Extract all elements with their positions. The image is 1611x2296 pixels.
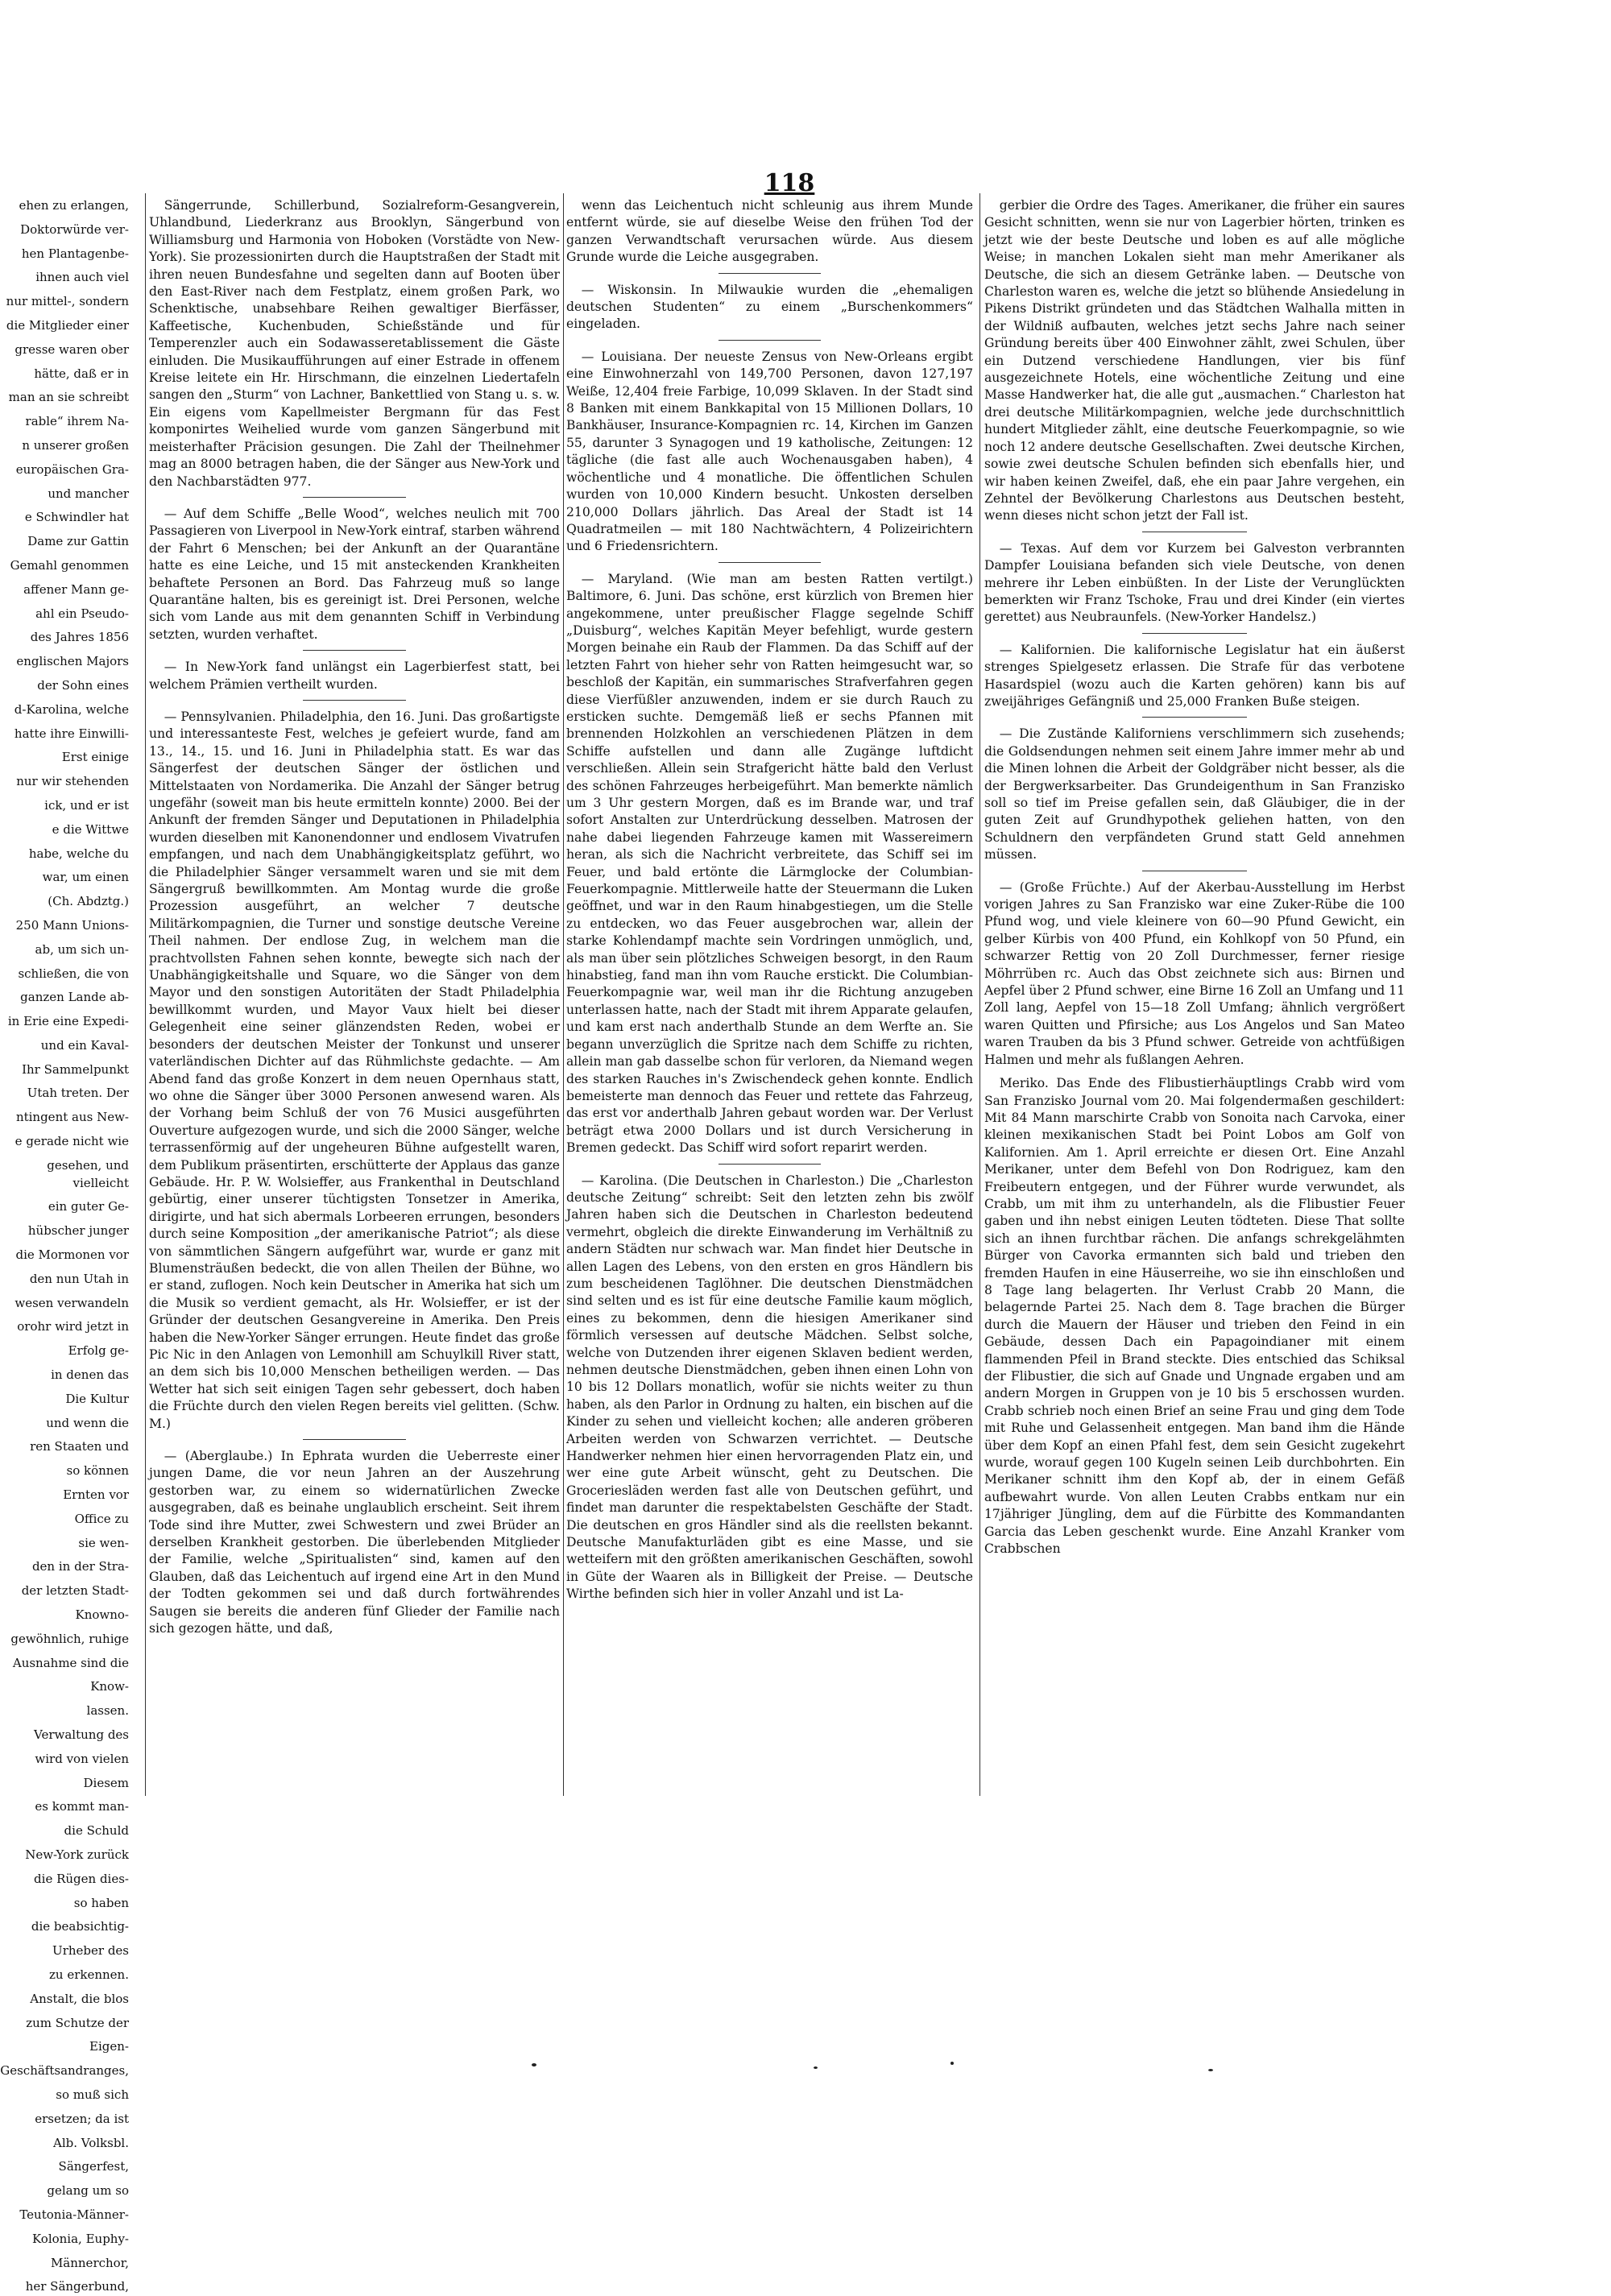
text-fragment: her Sängerbund,	[25, 2279, 129, 2294]
article-separator	[303, 700, 406, 701]
text-fragment: Erfolg ge-	[68, 1343, 129, 1359]
text-fragment: wesen verwandeln	[14, 1295, 129, 1310]
text-fragment: Alb. Volksbl.	[52, 2135, 129, 2150]
text-fragment: die Mormonen vor	[15, 1247, 129, 1263]
text-fragment: Office zu	[74, 1511, 129, 1526]
text-fragment: ren Staaten und	[30, 1439, 129, 1454]
article-separator	[303, 1439, 406, 1440]
text-fragment: man an sie schreibt	[8, 390, 129, 405]
article-paragraph: — Die Zustände Kaliforniens verschlimmern sich zusehends; die Goldsendungen nehmen seit einem Jahre immer mehr ab und die Minen lohnen die Arbeit der Goldgräber nicht besser, als die der Bergwerksarbeiter. Das Grundeigenthum in San Franzisko soll so tief im Preise gefallen sein, daß Gläubiger, die in der guten Zeit auf Grundhypothek geliehen hatten, von den Schuldnern den verpfändeten Grund statt Geld annehmen müssen.	[984, 726, 1405, 863]
text-fragment: der letzten Stadt-	[21, 1583, 129, 1599]
article-paragraph: — Karolina. (Die Deutschen in Charleston.) Die „Charleston deutsche Zeitung“ schreibt: Seit den letzten zehn bis zwölf Jahren haben sich die Deutschen in Charleston bedeutend vermehrt, obgleich die direkte Einwanderung im Verhältniß zu andern Städten nur schwach war. Man findet hier Deutsche in allen Lagen des Lebens, von den ersten en gros Händlern bis zum bescheidenen Taglöhner. Die deutschen Dienstmädchen sind selten und es ist für eine deutsche Familie kaum möglich, eines zu bekommen, denn die hiesigen Amerikaner sind förmlich versessen auf deutsche Mädchen. Selbst solche, welche von Dutzenden ihrer eigenen Sklaven bedient werden, nehmen deutsche Dienstmädchen, geben ihnen einen Lohn von 10 bis 12 Dollars monatlich, wofür sie nichts weiter zu thun haben, als den Parlor in Ordnung zu halten, ein bischen auf die Kinder zu sehen und vielleicht kochen; alle anderen gröberen Arbeiten werden von Schwarzen verrichtet. — Deutsche Handwerker nehmen hier einen hervorragenden Platz ein, und wer eine gute Arbeit wünscht, geht zu Deutschen. Die Groceriesläden werden fast alle von Deutschen geführt, und findet man darunter die respektabelsten Geschäfte der Stadt. Die deutschen en gros Händler sind als die reellsten bekannt. Deutsche Manufakturläden gibt es eine Masse, und sie wetteifern mit den größten amerikanischen Geschäften, sowohl in Güte der Waaren als in Billigkeit der Preise. — Deutsche Wirthe befinden sich hier in voller Anzahl und ist La-	[566, 1173, 973, 1602]
article-separator	[719, 340, 820, 341]
text-fragment: Diesem	[83, 1775, 129, 1790]
text-fragment: in Erie eine Expedi-	[7, 1014, 129, 1029]
text-fragment: die Schuld	[64, 1823, 129, 1839]
text-fragment: es kommt man-	[35, 1799, 129, 1814]
text-fragment: lassen.	[86, 1703, 129, 1719]
article-separator	[1142, 717, 1248, 718]
page-number: 118	[764, 169, 815, 197]
text-fragment: die Rügen dies-	[34, 1871, 129, 1886]
article-paragraph: — (Aberglaube.) In Ephrata wurden die Ueberreste einer jungen Dame, die vor neun Jahren an der Auszehrung gestorben war, zu einem so widernatürlichen Zwecke ausgegraben, daß es beinahe unglaublich erscheint. Seit ihrem Tode sind ihre Mutter, zwei Schwestern und zwei Brüder an derselben Krankheit gestorben. Die überlebenden Mitglieder der Familie, welche „Spiritualisten“ sind, kamen auf den Glauben, daß das Leichentuch auf irgend eine Art in den Mund der Todten gekommen sei und daß durch fortwährendes Saugen sie bereits die anderen fünf Glieder der Familie nach sich gezogen hätte, und daß,	[149, 1449, 560, 1636]
article-paragraph: — Kalifornien. Die kalifornische Legislatur hat ein äußerst strenges Spielgesetz erlassen. Die Strafe für das verbotene Hasardspiel (wozu auch die Karten gehören) kann bis auf zweijähriges Gefängniß und 25,000 Franken Buße steigen.	[984, 642, 1405, 709]
column-rule	[145, 193, 146, 1796]
text-fragment: englischen Majors	[16, 654, 129, 669]
text-fragment: die beabsichtig-	[31, 1919, 129, 1934]
text-fragment: rable“ ihrem Na-	[25, 414, 129, 429]
text-fragment: Männerchor,	[50, 2255, 129, 2270]
text-fragment: ihnen auch viel	[35, 270, 129, 285]
text-fragment: ein guter Ge-	[48, 1199, 129, 1214]
text-fragment: den nun Utah in	[29, 1271, 129, 1286]
scan-speck	[950, 2062, 954, 2065]
article-paragraph: — (Große Früchte.) Auf der Akerbau-Ausstellung im Herbst vorigen Jahres zu San Franzisko war eine Zuker-Rübe die 100 Pfund wog, und viele kleinere von 60—90 Pfund Gewicht, ein gelber Kürbis von 400 Pfund, ein Kohlkopf von 50 Pfund, ein schwarzer Rettig von 20 Zoll Durchmesser, ferner riesige Möhrrüben rc. Auch das Obst zeichnete sich aus: Birnen und Aepfel über 2 Pfund schwer, eine Birne 16 Zoll an Umfang und 11 Zoll lang, Aepfel von 15—18 Zoll Umfang; ähnlich vergrößert waren Quitten und Pfirsiche; aus Los Angelos und San Mateo waren Trauben da bis 3 Pfund schwer. Getreide von achtfüßigen Halmen und mehr als fußlangen Aehren.	[984, 879, 1405, 1067]
text-fragment: n unserer großen	[22, 437, 129, 453]
text-fragment: wird von vielen	[35, 1751, 129, 1766]
article-separator	[1142, 633, 1248, 634]
text-fragment: gesehen, und vielleicht	[47, 1157, 129, 1190]
text-fragment: habe, welche du	[28, 846, 129, 861]
text-fragment: ersetzen; da ist	[35, 2111, 129, 2126]
article-paragraph: — Texas. Auf dem vor Kurzem bei Galveston verbrannten Dampfer Louisiana befanden sich viele Deutsche, von denen mehrere ihr Leben einbüßten. In der Liste der Verunglückten bemerkten wir Franz Tschoke, Frau und drei Kinder (ein viertes gerettet) aus Neubraunfels. (New-Yorker Handelsz.)	[984, 540, 1405, 625]
column-2	[566, 197, 973, 1792]
text-fragment: schließen, die von	[18, 966, 129, 981]
article-paragraph: — Pennsylvanien. Philadelphia, den 16. Juni. Das großartigste und interessanteste Fest, welches je gefeiert wurde, fand am 13., 14., 15. und 16. Juni in Philadelphia statt. Es war das Sängerfest der deutschen Sänger der östlichen und Mittelstaaten von Nordamerika. Die Anzahl der Sänger betrug ungefähr (soweit man bis heute ermitteln konnte) 2000. Bei der Ankunft der fremden Sänger und Deputationen in Philadelphia wurden dieselben mit Kanonendonner und endlosem Vivatrufen empfangen, und nach dem Unabhängigkeitsplatz geführt, wo die Philadelphier Sänger versammelt waren und sie mit dem Sängergruß bewillkommten. Am Montag wurde die große Prozession ausgeführt, an welcher 7 deutsche Militärkompagnien, die Turner und sonstige deutsche Vereine Theil nahmen. Der endlose Zug, in welchem man die prachtvollsten Fahnen sehen konnte, bewegte sich nach der Unabhängigkeitshalle und Square, wo die Sänger von dem Mayor und den sonstigen Autoritäten der Stadt Philadelphia bewillkommt wurden, und Mayor Vaux hielt bei dieser Gelegenheit eine seiner glänzendsten Reden, wobei er besonders der deutschen Meister der Tonkunst und unserer vaterländischen Dichter auf das Rühmlichste gedachte. — Am Abend fand das große Konzert in dem neuen Opernhaus statt, wo ohne die Sänger über 3000 Personen anwesend waren. Als der Vorhang beim Schluß der von 76 Musici ausgeführten Ouverture aufgezogen wurde, und sich die 2000 Sänger, welche terrassenförmig auf der ungeheuren Bühne aufgestellt waren, dem Publikum präsentirten, erschütterte der Applaus das ganze Gebäude. Hr. P. W. Wolsieffer, aus Frankenthal in Deutschland gebürtig, einer unserer tüchtigsten Tonsetzer in Amerika, dirigirte, und hat sich abermals Lorbeeren errungen, besonders durch seine Komposition „der amerikanische Patriot“; als diese von sämmtlichen Sängern aufgeführt war, wurde er ganz mit Blumensträußen bedeckt, die von allen Theilen der Bühne, wo er stand, zuflogen. Noch kein Deutscher in Amerika hat sich um die Musik so verdient gemacht, als Hr. Wolsieffer, er ist der Gründer der deutschen Gesangvereine in Amerika. Den Preis haben die New-Yorker Sänger errungen. Heute findet das große Pic Nic in den Anlagen von Lemonhill am Schuylkill River statt, an dem sich bis 10,000 Menschen betheiligen werden. — Das Wetter hat sich seit einigen Tagen sehr gebessert, doch haben die Früchte durch den vielen Regen bereits viel gelitten. (Schw. M.)	[149, 709, 560, 1431]
text-fragment: zum Schutze der	[26, 2015, 129, 2030]
column-rule	[563, 193, 564, 1796]
text-fragment: orohr wird jetzt in	[17, 1319, 129, 1334]
article-separator	[719, 562, 820, 563]
text-fragment: ick, und er ist	[44, 797, 129, 813]
text-fragment: ganzen Lande ab-	[20, 990, 129, 1005]
text-fragment: Erst einige	[61, 750, 129, 765]
text-fragment: so muß sich	[56, 2087, 129, 2102]
article-separator	[303, 497, 406, 498]
text-fragment: der Sohn eines	[37, 677, 129, 693]
text-fragment: und mancher	[48, 486, 129, 501]
text-fragment: e die Wittwe	[52, 821, 129, 837]
text-fragment: den in der Stra-	[31, 1559, 129, 1574]
text-fragment: Verwaltung des	[34, 1727, 129, 1742]
article-paragraph: Sängerrunde, Schillerbund, Sozialreform-Gesangverein, Uhlandbund, Liederkranz aus Brooklyn, Sängerbund von Williamsburg und Harmonia von Hoboken (Vorstädte von New-York). Sie prozessionirten durch die Hauptstraßen der Stadt mit ihren neuen Bundesfahne und segelten dann auf Booten über den East-River nach dem Festplatz, einem großen Park, wo Schenktische, unabsehbare Reihen gewaltiger Bierfässer, Kaffeetische, Kuchenbuden, Schießstände und für Temperenzler auch ein Sodawasseretablissement die Gäste einluden. Die Musikaufführungen auf einer Estrade in offenem Kreise leitete ein Hr. Hirschmann, die einzelnen Liedertafeln sangen den „Sturm“ von Lachner, Bankettlied von Stang u. s. w. Ein eigens vom Kapellmeister Bergmann für das Fest komponirtes Weihelied wurde vom ganzen Sängerbund mit meisterhafter Präcision gesungen. Die Zahl der Theilnehmer mag an 8000 betragen haben, die der Sänger aus New-York und den Nachbarstädten 977.	[149, 198, 560, 489]
text-fragment: hübscher junger	[27, 1223, 129, 1239]
text-fragment: hätte, daß er in	[34, 366, 129, 381]
text-fragment: hatte ihre Einwilli-	[14, 726, 129, 741]
text-fragment: e gerade nicht wie	[14, 1134, 129, 1149]
article-paragraph: — Maryland. (Wie man am besten Ratten vertilgt.) Baltimore, 6. Juni. Das schöne, erst kürzlich von Bremen hier angekommene, unter preußischer Flagge segelnde Schiff „Duisburg“, welches Kapitän Meyer befehligt, wurde gestern Morgen beinahe ein Raub der Flammen. Da das Schiff auf der letzten Fahrt von hieher sehr von Ratten heimgesucht war, so beschloß der Kapitän, ein summarisches Strafverfahren gegen diese Vierfüßler anzuwenden, indem er sie durch Rauch zu ersticken suchte. Demgemäß ließ er sechs Pfannen mit brennenden Holzkohlen an verschiedenen Plätzen in dem Schiffe aufstellen und dann alle Zugänge luftdicht verschließen. Allein sein Strafgericht hätte bald den Verlust des schönen Fahrzeuges herbeigeführt. Man bemerkte nämlich um 3 Uhr gestern Morgen, daß es im Brande war, und traf sofort Anstalten zur Unterdrückung desselben. Matrosen der nahe dabei liegenden Fahrzeuge kamen mit Wassereimern heran, als sich die Nachricht verbreitete, das Schiff sei im Feuer, und bald ertönte die Lärmglocke der Columbian-Feuerkompagnie. Mittlerweile hatte der Steuermann die Luken geöffnet, und war in den Raum hinabgestiegen, um die Stelle zu entdecken, wo das Feuer ausgebrochen war, allein der starke Kohlendampf machte sein Vordringen unmöglich, und, als man über sein plötzliches Schweigen besorgt, in den Raum hinabstieg, fand man ihn vom Rauche erstickt. Die Columbian-Feuerkompagnie war, weil man ihr die Richtung anzugeben unterlassen hatte, nach der Stadt mit ihrem Apparate gelaufen, und kam erst nach anderthalb Stunde an dem Werfte an. Sie begann unverzüglich die Spritze nach dem Schiffe zu richten, allein man gab dasselbe schon für verloren, da Niemand wegen des starken Rauches in's Zwischendeck gehen konnte. Endlich bemeisterte man dennoch das Feuer und rettete das Fahrzeug, das erst vor anderthalb Jahren gebaut worden war. Der Verlust beträgt etwa 2000 Dollars und ist durch Versicherung in Bremen gedeckt. Das Schiff wird sofort reparirt werden.	[566, 571, 973, 1156]
text-fragment: e Schwindler hat	[24, 510, 129, 525]
scan-speck	[1208, 2069, 1213, 2071]
text-fragment: Ihr Sammelpunkt	[22, 1061, 129, 1077]
text-fragment: Doktorwürde ver-	[20, 221, 129, 237]
text-fragment: Anstalt, die blos	[30, 1991, 129, 2006]
text-fragment: europäischen Gra-	[15, 461, 129, 477]
text-fragment: die Mitglieder einer	[6, 317, 129, 333]
scan-speck	[532, 2063, 536, 2066]
article-paragraph: — Louisiana. Der neueste Zensus von New-Orleans ergibt eine Einwohnerzahl von 149,700 Personen, davon 127,197 Weiße, 12,404 freie Farbige, 10,099 Sklaven. In der Stadt sind 8 Banken mit einem Bankkapital von 15 Millionen Dollars, 10 Bankhäuser, Insurance-Kompagnien rc. 14, Kirchen im Ganzen 55, darunter 3 Synagogen und 19 katholische, Zeitungen: 12 tägliche (die fast alle auch Wochenausgaben haben), 4 wöchentliche und 4 monatliche. Die öffentlichen Schulen wurden von 10,000 Kindern besucht. Unkosten derselben 210,000 Dollars jährlich. Das Areal der Stadt ist 14 Quadratmeilen — mit 180 Nachtwächtern, 4 Polizeirichtern und 6 Friedensrichtern.	[566, 349, 973, 554]
text-fragment: Gemahl genommen	[10, 557, 129, 573]
text-fragment: gresse waren ober	[14, 341, 129, 357]
column-rule	[979, 193, 980, 1796]
text-fragment: war, um einen	[42, 870, 129, 885]
text-fragment: affener Mann ge-	[23, 581, 129, 597]
text-fragment: Die Kultur	[65, 1391, 129, 1406]
text-fragment: sie wen-	[78, 1535, 129, 1550]
text-fragment: in denen das	[51, 1367, 129, 1383]
text-fragment: Utah treten. Der	[27, 1086, 129, 1101]
column-0-cropped	[0, 197, 129, 2294]
text-fragment: Kolonia, Euphy-	[31, 2231, 129, 2246]
text-fragment: Teutonia-Männer-	[19, 2207, 129, 2222]
article-separator	[719, 1164, 820, 1165]
text-fragment: Eigen-	[89, 2039, 129, 2054]
scan-speck	[814, 2066, 818, 2069]
text-fragment: zu erkennen.	[49, 1967, 129, 1982]
article-paragraph: — In New-York fand unlängst ein Lagerbierfest statt, bei welchem Prämien vertheilt wurden.	[149, 660, 560, 692]
column-1	[149, 197, 560, 1788]
text-fragment: nur mittel-, sondern	[6, 294, 129, 309]
article-paragraph: gerbier die Ordre des Tages. Amerikaner, die früher ein saures Gesicht schnitten, wenn sie nur von Lagerbier hörten, trinken es jetzt wie der beste Deutsche und loben es auf alle mögliche Weise; in manchen Lokalen sieht man mehr Amerikaner als Deutsche, die sich an diesem Getränke laben. — Deutsche von Charleston waren es, welche die jetzt so blühende Ansiedelung in Pikens Distrikt gründeten und das Städtchen Walhalla mitten in der Wildniß aufbauten, welches jetzt sechs Jahre nach seiner Gründung bereits über 400 Einwohner zählt, zwei Schulen, über ein Dutzend verschiedene Handlungen, vier bis fünf ausgezeichnete Hotels, eine wöchentliche Zeitung und eine Masse Handwerker hat, die alle gut „ausmachen.“ Charleston hat drei deutsche Militärkompagnien, welche jede durchschnittlich hundert Mitglieder zählt, eine deutsche Feuerkompagnie, so wie noch 12 andere deutsche Gesellschaften. Zwei deutsche Kirchen, sowie zwei deutsche Schulen befinden sich ebenfalls hier, und wir haben keinen Zweifel, daß, ehe ein paar Jahre vergehen, ein Zehntel der Bevölkerung Charlestons aus Deutschen besteht, wenn dieses nicht schon jetzt der Fall ist.	[984, 198, 1405, 523]
text-fragment: und ein Kaval-	[40, 1037, 129, 1053]
text-fragment: so haben	[73, 1895, 129, 1910]
text-fragment: hen Plantagenbe-	[21, 246, 129, 261]
article-paragraph: — Wiskonsin. In Milwaukie wurden die „ehemaligen deutschen Studenten“ zu einem „Burschenkommers“ eingeladen.	[566, 282, 973, 332]
text-fragment: und wenn die	[46, 1415, 129, 1430]
text-fragment: gelang um so	[47, 2183, 129, 2199]
column-3	[984, 197, 1405, 1788]
text-fragment: ahl ein Pseudo-	[35, 606, 129, 621]
text-fragment: Sängerfest,	[58, 2159, 129, 2174]
text-fragment: d-Karolina, welche	[14, 701, 129, 717]
text-fragment: ehen zu erlangen,	[19, 198, 129, 213]
text-fragment: Dame zur Gattin	[27, 534, 129, 549]
text-fragment: gewöhnlich, ruhige	[10, 1631, 129, 1646]
text-fragment: Ernten vor	[63, 1487, 129, 1503]
text-fragment: 250 Mann Unions-	[15, 917, 129, 933]
text-fragment: Know-	[90, 1679, 129, 1694]
text-fragment: Knowno-	[75, 1607, 129, 1623]
article-paragraph: Meriko. Das Ende des Flibustierhäuptlings Crabb wird vom San Franzisko Journal vom 20. Mai folgendermaßen geschildert: Mit 84 Mann marschirte Crabb von Sonoita nach Carvoka, einer kleinen mexikanischen Stadt bei Point Lobos am Golf von Kalifornien. Am 1. April erreichte er diesen Ort. Eine Anzahl Merikaner, unter dem Befehl von Don Rodriguez, kam den Freibeutern entgegen, und der Führer wurde verwundet, als Crabb, um mit ihm zu unterhandeln, als die Flibustier Feuer gaben und ihn nebst einigen Leuten tödteten. Diese That sollte sich an ihnen furchtbar rächen. Die anfangs schrekgelähmten Bürger von Cavorka ermannten sich bald und trieben den fremden Haufen in eine Häuserreihe, wo sie ihn einschloßen und 8 Tage lang belagerten. Ihr Verlust Crabb 20 Mann, die belagernde Partei 25. Nach dem 8. Tage brachen die Bürger durch die Mauern der Häuser und trieben den Feind in ein Gebäude, dessen Dach ein Papagoindianer mit einem flammenden Pfeil in Brand steckte. Dies entschied das Schiksal der Flibustier, die sich auf Gnade und Ungnade ergaben und am andern Morgen in Gruppen von je 10 bis 5 erschossen wurden. Crabb schrieb noch einen Brief an seine Frau und ging dem Tode mit Ruhe und Gelassenheit entgegen. Man band ihm die Hände über dem Kopf an einen Pfahl fest, dem sein Gesicht zugekehrt wurde, worauf gegen 100 Kugeln seinen Leib durchbohrten. Ein Merikaner schnitt ihm den Kopf ab, der in einem Gefäß aufbewahrt wurde. Von allen Leuten Crabbs entkam nur ein 17jähriger Jüngling, dem auf die Fürbitte des Kommandanten Garcia das Leben geschenkt wurde. Eine Anzahl Kranker vom Crabbschen	[984, 1076, 1405, 1557]
article-paragraph: wenn das Leichentuch nicht schleunig aus ihrem Munde entfernt würde, sie auf dieselbe Weise den frühen Tod der ganzen Verwandtschaft verursachen würde. Aus diesem Grunde wurde die Leiche ausgegraben.	[566, 198, 973, 265]
text-fragment: des Jahres 1856	[30, 630, 129, 645]
text-fragment: Ausnahme sind die	[12, 1655, 129, 1670]
text-fragment: Urheber des	[52, 1943, 129, 1959]
text-fragment: so können	[66, 1463, 129, 1479]
article-separator	[303, 650, 406, 651]
text-fragment: ntingent aus New-	[15, 1110, 129, 1125]
article-paragraph: — Auf dem Schiffe „Belle Wood“, welches neulich mit 700 Passagieren von Liverpool in New-York eintraf, starben während der Fahrt 6 Menschen; bei der Ankunft an der Quarantäne hatte es eine Leiche, und 15 mit ansteckenden Krankheiten behaftete Personen an Bord. Das Fahrzeug muß so lange Quarantäne halten, bis es gereinigt ist. Drei Personen, welche sich vom Lande aus mit dem genannten Schiff in Verbindung setzten, wurden verhaftet.	[149, 506, 560, 642]
text-fragment: New-York zurück	[25, 1847, 129, 1862]
text-fragment: Geschäftsandranges,	[0, 2063, 129, 2079]
article-separator	[719, 273, 820, 274]
text-fragment: ab, um sich un-	[35, 941, 129, 957]
text-fragment: (Ch. Abdztg.)	[48, 894, 129, 909]
text-fragment: nur wir stehenden	[16, 774, 129, 789]
